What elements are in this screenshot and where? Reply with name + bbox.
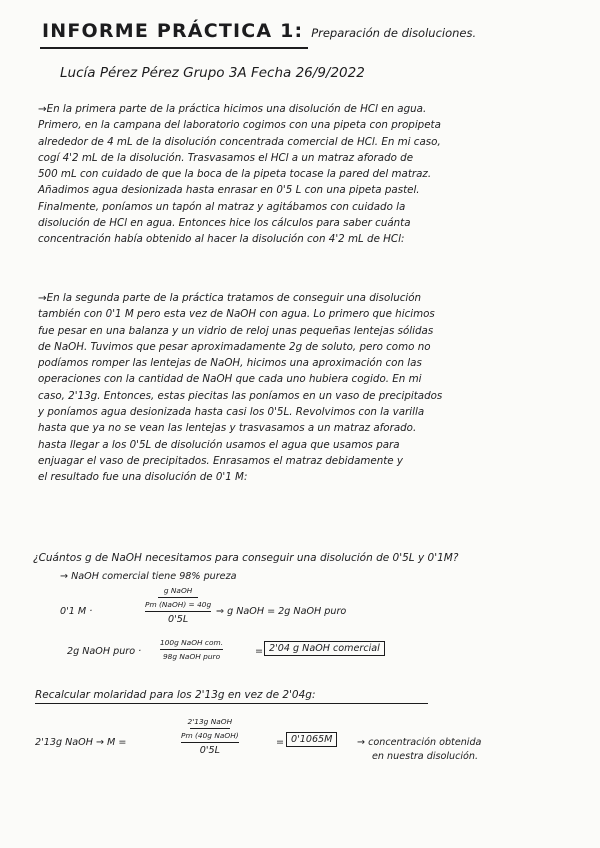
text-line: el resultado fue una disolución de 0'1 M: bbox=[38, 471, 248, 484]
recalc-num-top: 2'13g NaOH bbox=[187, 717, 233, 726]
text-line: y poníamos agua desionizada hasta casi los 0'5L. Revolvimos con la varilla bbox=[38, 406, 425, 419]
recalc-boxed-result: 0'1065M bbox=[286, 732, 337, 747]
text-line: caso, 2'13g. Entonces, estas piecitas las poníamos en un vaso de precipitados bbox=[38, 389, 443, 402]
recalc-note-1: → concentración obtenida bbox=[357, 737, 482, 748]
text-line: →En la primera parte de la práctica hicimos una disolución de HCl en agua. bbox=[38, 103, 427, 115]
title-subtitle: Preparación de disoluciones. bbox=[311, 26, 477, 40]
text-line: cogí 4'2 mL de la disolución. Trasvasamos el HCl a un matraz aforado de bbox=[38, 151, 414, 164]
text-line: enjuagar el vaso de precipitados. Enrasamos el matraz debidamente y bbox=[38, 454, 404, 467]
text-line: también con 0'1 M pero esta vez de NaOH con agua. Lo primero que hicimos bbox=[38, 308, 435, 321]
calc2-num: 100g NaOH com. bbox=[160, 638, 224, 647]
calc1-num-bottom: Pm (NaOH) = 40g bbox=[145, 600, 212, 609]
heading-underline bbox=[35, 703, 428, 704]
paragraph-naoh bbox=[38, 290, 568, 486]
recalc-note-2: en nuestra disolución. bbox=[372, 751, 479, 762]
calc2-boxed-result: 2'04 g NaOH comercial bbox=[264, 641, 385, 656]
text-line: podíamos romper las lentejas de NaOH, hicimos una aproximación con las bbox=[38, 357, 422, 370]
text-line: disolución de HCl en agua. Entonces hice los cálculos para saber cuánta bbox=[38, 217, 411, 230]
text-line: Añadimos agua desionizada hasta enrasar en 0'5 L con una pipeta pastel. bbox=[38, 184, 420, 197]
title-main: INFORME PRÁCTICA 1: bbox=[42, 20, 304, 42]
text-line: hasta que ya no se vean las lentejas y trasvasamos a un matraz aforado. bbox=[38, 422, 417, 435]
calc2-den: 98g NaOH puro bbox=[162, 652, 221, 661]
recalc-den: 0'5L bbox=[199, 745, 220, 756]
calc1-den: 0'5L bbox=[168, 614, 189, 625]
paragraph-hcl bbox=[38, 101, 568, 248]
text-line: →En la segunda parte de la práctica tratamos de conseguir una disolución bbox=[38, 292, 422, 304]
recalc-heading: Recalcular molaridad para los 2'13g en vez de 2'04g: bbox=[35, 689, 316, 701]
author-line: Lucía Pérez Pérez Grupo 3A Fecha 26/9/2022 bbox=[60, 65, 365, 81]
question-text: ¿Cuántos g de NaOH necesitamos para conseguir una disolución de 0'5L y 0'1M? bbox=[33, 552, 459, 564]
text-line: 500 mL con cuidado de que la boca de la pipeta tocase la pared del matraz. bbox=[38, 168, 432, 181]
fraction-bar-small bbox=[158, 597, 198, 598]
calc1-result: ⇒ g NaOH = 2g NaOH puro bbox=[216, 606, 347, 617]
recalc-fraction bbox=[181, 717, 239, 756]
text-line: Primero, en la campana del laboratorio cogimos con una pipeta con propipeta bbox=[38, 119, 441, 132]
text-line: concentración había obtenido al hacer la disolución con 4'2 mL de HCl: bbox=[38, 233, 405, 246]
fraction-bar bbox=[145, 611, 211, 612]
text-line: de NaOH. Tuvimos que pesar aproximadamente 2g de soluto, pero como no bbox=[38, 340, 431, 353]
text-line: alrededor de 4 mL de la disolución concentrada comercial de HCl. En mi caso, bbox=[38, 135, 441, 148]
text-line: Finalmente, poníamos un tapón al matraz y agitábamos con cuidado la bbox=[38, 200, 406, 213]
calc2-fraction bbox=[160, 638, 223, 661]
recalc-left: 2'13g NaOH → M = bbox=[35, 737, 127, 748]
calc1-num-top: g NaOH bbox=[163, 586, 193, 595]
text-line: operaciones con la cantidad de NaOH que cada uno hubiera cogido. En mi bbox=[38, 373, 422, 386]
title-underline bbox=[40, 47, 308, 49]
text-line: hasta llegar a los 0'5L de disolución usamos el agua que usamos para bbox=[38, 438, 400, 451]
calc1-left: 0'1 M · bbox=[60, 606, 93, 617]
fraction-bar bbox=[181, 742, 239, 743]
text-line: fue pesar en una balanza y un vidrio de reloj unas pequeñas lentejas sólidas bbox=[38, 324, 434, 337]
fraction-bar-small bbox=[190, 728, 230, 729]
purity-note: → NaOH comercial tiene 98% pureza bbox=[60, 571, 237, 582]
calc2-left: 2g NaOH puro · bbox=[67, 646, 142, 657]
recalc-num-bottom: Pm (40g NaOH) bbox=[181, 731, 239, 740]
calc2-equals: = bbox=[255, 646, 264, 657]
fraction-bar bbox=[160, 649, 223, 650]
recalc-equals: = bbox=[276, 737, 285, 748]
page-title bbox=[42, 20, 476, 42]
calc1-fraction bbox=[145, 586, 211, 625]
